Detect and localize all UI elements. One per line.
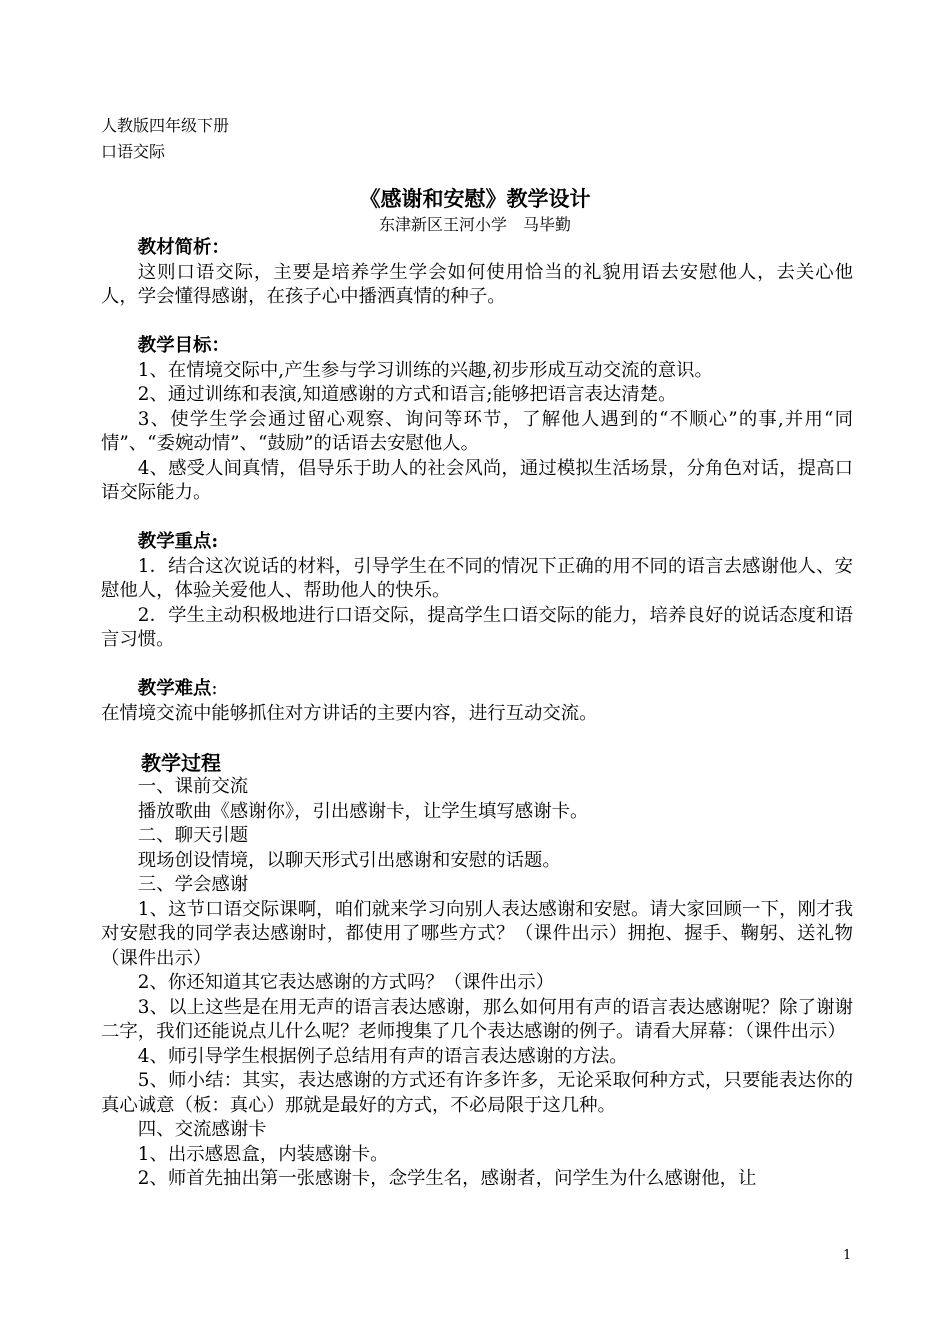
- process-line: 四、交流感谢卡: [137, 1119, 267, 1140]
- process-line: 5、师小结：其实，表达感谢的方式还有许多许多，无论采取何种方式，只要能表达你的真心诚意（板：真心）那就是最好的方式，不必局限于这几种。: [101, 1070, 853, 1116]
- document-body: [101, 236, 853, 1192]
- process-line: 1、这节口语交际课啊，咱们就来学习向别人表达感谢和安慰。请大家回顾一下，刚才我对安慰我的同学表达感谢时，都使用了哪些方式？（课件出示）拥抱、握手、鞠躬、送礼物（课件出示）: [101, 898, 853, 969]
- section-heading-process: 教学过程: [141, 750, 221, 775]
- goal-item: 1、在情境交际中,产生参与学习训练的兴趣,初步形成互动交流的意识。: [137, 359, 713, 381]
- header-subject-line: 口语交际: [101, 142, 166, 161]
- difficulty-paragraph: 在情境交流中能够抓住对方讲话的主要内容，进行互动交流。: [101, 702, 598, 724]
- document-author: 东津新区王河小学 马毕勤: [378, 215, 571, 234]
- document-title: 《感谢和安慰》教学设计: [359, 186, 591, 211]
- process-line: 4、师引导学生根据例子总结用有声的语言表达感谢的方法。: [137, 1045, 628, 1067]
- process-line: 现场创设情境，以聊天形式引出感谢和安慰的话题。: [137, 849, 561, 871]
- goal-item: 4、感受人间真情，倡导乐于助人的社会风尚，通过模拟生活场景，分角色对话，提高口语交际能力。: [101, 457, 853, 503]
- key-point-item: 2．学生主动积极地进行口语交际，提高学生口语交际的能力，培养良好的说话态度和语言习惯。: [101, 604, 853, 650]
- section-heading-material: 教材简析：: [137, 237, 230, 258]
- process-line: 3、以上这些是在用无声的语言表达感谢，那么如何用有声的语言表达感谢呢？除了谢谢二字，我们还能说点儿什么呢？老师搜集了几个表达感谢的例子。请看大屏幕：（课件出示）: [101, 996, 853, 1042]
- page-number: 1: [843, 1248, 852, 1263]
- section-heading-goals: 教学目标：: [137, 335, 230, 356]
- goal-item: 3、使学生学会通过留心观察、询问等环节，了解他人遇到的“不顺心”的事,并用“同情”、“委婉动情”、“鼓励”的话语去安慰他人。: [101, 408, 853, 454]
- difficulty-heading-colon: :: [211, 678, 218, 699]
- process-line: 一、课前交流: [137, 776, 249, 797]
- section-heading-key-points: 教学重点:: [137, 531, 219, 552]
- process-line: 播放歌曲《感谢你》，引出感谢卡，让学生填写感谢卡。: [137, 800, 589, 822]
- process-line: 2、师首先抽出第一张感谢卡，念学生名，感谢者，问学生为什么感谢他，让: [137, 1168, 757, 1189]
- header-grade-line: 人教版四年级下册: [101, 116, 230, 135]
- process-line: 三、学会感谢: [137, 874, 249, 895]
- material-paragraph: 这则口语交际，主要是培养学生学会如何使用恰当的礼貌用语去安慰他人，去关心他人，学会懂得感谢，在孩子心中播洒真情的种子。: [101, 261, 853, 307]
- section-heading-difficulty: [101, 677, 853, 702]
- process-line: 二、聊天引题: [137, 825, 249, 846]
- key-point-item: 1．结合这次说话的材料，引导学生在不同的情况下正确的用不同的语言去感谢他人、安慰他人，体验关爱他人、帮助他人的快乐。: [101, 555, 853, 601]
- document-header: [101, 113, 229, 165]
- process-line: 2、你还知道其它表达感谢的方式吗？（课件出示）: [137, 972, 555, 993]
- process-line: 1、出示感恩盒，内装感谢卡。: [137, 1143, 389, 1165]
- goal-item: 2、通过训练和表演,知道感谢的方式和语言;能够把语言表达清楚。: [137, 384, 677, 405]
- difficulty-heading-text: 教学难点: [137, 678, 212, 699]
